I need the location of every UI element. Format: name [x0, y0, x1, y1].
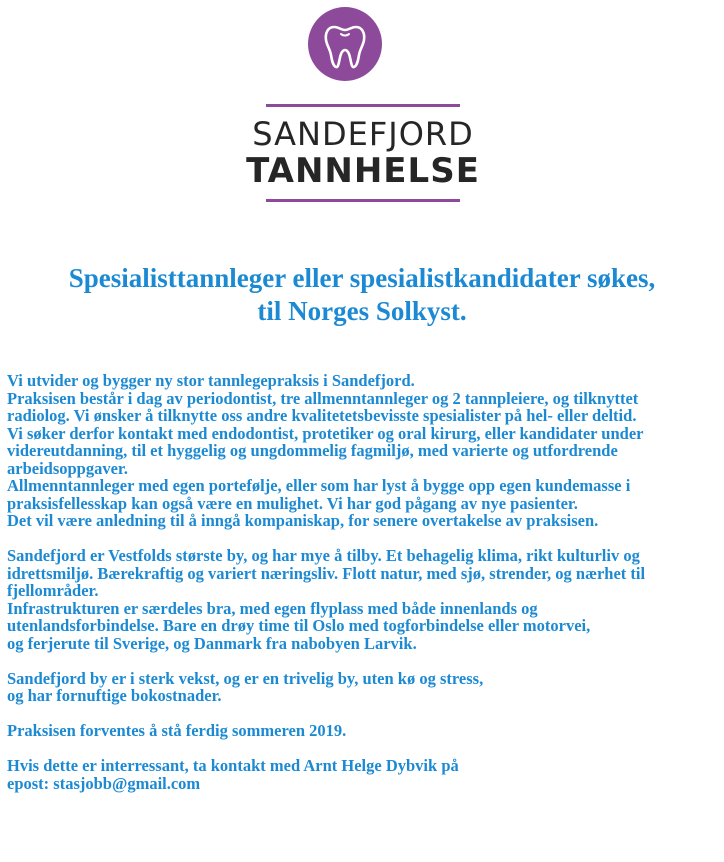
text-line: arbeidsoppgaver. [7, 458, 128, 478]
logo [0, 0, 724, 215]
text-line: Vi søker derfor kontakt med endodontist, protetiker og oral kirurg, eller kandidater under [7, 423, 644, 443]
logo-badge [308, 7, 382, 81]
ad-body [7, 372, 707, 792]
text-line: utenlandsforbindelse. Bare en drøy time til Oslo med togforbindelse eller motorvei, [7, 616, 591, 635]
logo-rule-bottom [266, 199, 460, 202]
logo-rule-top [266, 104, 460, 107]
page-title [0, 262, 724, 328]
paragraph-growth [7, 670, 707, 705]
text-line: Allmenntannleger med egen portefølje, eller som har lyst å bygge opp egen kundemasse i [7, 476, 631, 495]
text-line: videreutdanning, til et hyggelig og ungdommelig fagmiljø, med varierte og utfordrende [7, 441, 618, 460]
text-line: Praksisen består i dag av periodontist, tre allmenntannleger og 2 tannpleiere, og tilknyttet [7, 388, 639, 408]
text-line: idrettsmiljø. Bærekraftig og variert næringsliv. Flott natur, med sjø, strender, og nærhet til [7, 563, 646, 583]
contact-email: epost: stasjobb@gmail.com [7, 773, 201, 793]
text-line: Praksisen forventes å stå ferdig sommeren 2019. [7, 721, 347, 740]
paragraph-completion [7, 722, 707, 740]
text-line: Vi utvider og bygger ny stor tannlegepraksis i Sandefjord. [7, 371, 415, 390]
tooth-icon [308, 7, 382, 81]
paragraph-intro [7, 372, 707, 530]
text-line: og ferjerute til Sverige, og Danmark fra nabobyen Larvik. [7, 633, 417, 653]
text-line: og har fornuftige bokostnader. [7, 686, 222, 705]
text-line: Hvis dette er interressant, ta kontakt med Arnt Helge Dybvik på [7, 756, 459, 775]
text-line: radiolog. Vi ønsker å tilknytte oss andre kvalitetetsbevisste spesialister på hel- eller deltid. [7, 406, 637, 425]
text-line: Sandefjord er Vestfolds største by, og har mye å tilby. Et behagelig klima, rikt kulturliv og [7, 546, 640, 565]
text-line: praksisfellesskap kan også være en mulighet. Vi har god pågang av nye pasienter. [7, 493, 578, 513]
headline-line: Spesialisttannleger eller spesialistkandidater søkes, [68, 263, 656, 293]
text-line: Det vil være anledning til å inngå kompaniskap, for senere overtakelse av praksisen. [7, 511, 599, 530]
headline-line: til Norges Solkyst. [257, 296, 467, 326]
text-line: Sandefjord by er i sterk vekst, og er en trivelig by, uten kø og stress, [7, 668, 484, 688]
paragraph-city [7, 547, 707, 652]
logo-text-tannhelse: TANNHELSE [246, 151, 480, 191]
text-line: fjellområder. [7, 581, 99, 600]
logo-text-sandefjord: SANDEFJORD [252, 115, 474, 153]
paragraph-contact [7, 757, 707, 792]
text-line: Infrastrukturen er særdeles bra, med egen flyplass med både innenlands og [7, 598, 538, 618]
